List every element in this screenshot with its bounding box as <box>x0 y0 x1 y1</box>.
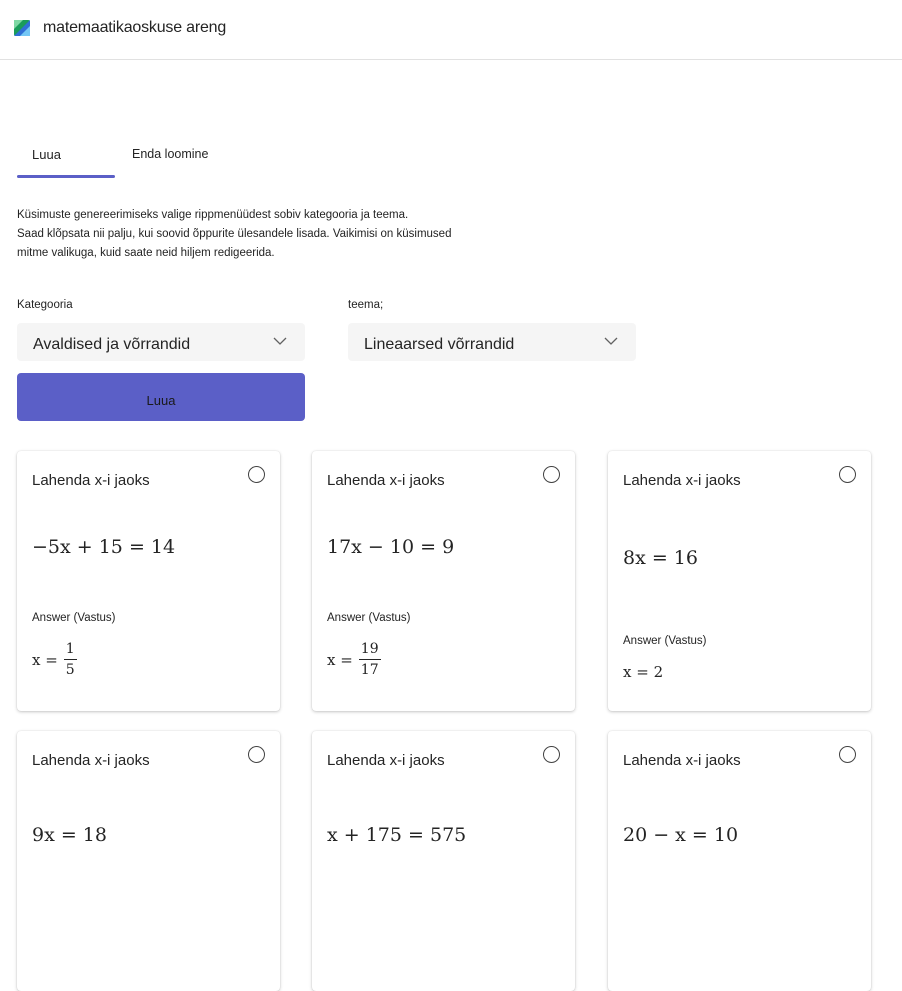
instructions-text <box>17 206 497 263</box>
question-title: Lahenda x-i jaoks <box>623 752 741 769</box>
question-card[interactable] <box>312 451 575 711</box>
question-card[interactable] <box>17 731 280 991</box>
question-card[interactable] <box>312 731 575 991</box>
chevron-down-icon <box>604 337 618 346</box>
tab-own-creation[interactable]: Enda loomine <box>132 147 209 161</box>
question-equation: 17x − 10 = 9 <box>327 536 455 558</box>
question-card[interactable] <box>608 451 871 711</box>
instructions-line-2: Saad klõpsata nii palju, kui soovid õppurite ülesandele lisada. Vaikimisi on küsimused <box>17 228 452 240</box>
create-button-label: Luua <box>146 392 176 408</box>
category-label: Kategooria <box>17 299 73 311</box>
question-title: Lahenda x-i jaoks <box>623 472 741 489</box>
question-title: Lahenda x-i jaoks <box>32 472 150 489</box>
question-equation: −5x + 15 = 14 <box>32 536 176 558</box>
question-title: Lahenda x-i jaoks <box>327 472 445 489</box>
answer-fraction <box>64 641 77 678</box>
answer-label: Answer (Vastus) <box>32 612 116 624</box>
active-tab-indicator <box>17 175 115 178</box>
answer-label: Answer (Vastus) <box>623 635 707 647</box>
topic-dropdown[interactable] <box>348 323 636 361</box>
select-radio[interactable] <box>543 746 560 763</box>
question-equation: x + 175 = 575 <box>327 824 467 846</box>
instructions-line-1: Küsimuste genereerimiseks valige rippmenüüdest sobiv kategooria ja teema. <box>17 209 409 221</box>
category-value: Avaldised ja võrrandid <box>33 336 191 353</box>
answer-value: x = 2 <box>623 663 664 681</box>
answer-value <box>327 641 381 678</box>
topic-value: Lineaarsed võrrandid <box>364 336 515 353</box>
fraction-denominator: 17 <box>360 662 379 678</box>
select-radio[interactable] <box>839 466 856 483</box>
answer-value <box>32 641 77 678</box>
question-equation: 8x = 16 <box>623 547 698 569</box>
select-radio[interactable] <box>248 466 265 483</box>
select-radio[interactable] <box>839 746 856 763</box>
fraction-numerator: 1 <box>65 641 75 657</box>
create-button[interactable] <box>17 373 305 421</box>
question-card[interactable] <box>17 451 280 711</box>
question-card[interactable] <box>608 731 871 991</box>
app-title: matemaatikaoskuse areng <box>43 19 227 36</box>
question-title: Lahenda x-i jaoks <box>32 752 150 769</box>
chevron-down-icon <box>273 337 287 346</box>
question-equation: 20 − x = 10 <box>623 824 739 846</box>
answer-lhs: x = <box>32 650 58 669</box>
app-header <box>0 0 902 60</box>
select-radio[interactable] <box>543 466 560 483</box>
question-equation: 9x = 18 <box>32 824 107 846</box>
app-logo-icon <box>14 20 30 36</box>
select-radio[interactable] <box>248 746 265 763</box>
fraction-denominator: 5 <box>65 662 75 678</box>
question-title: Lahenda x-i jaoks <box>327 752 445 769</box>
answer-lhs: x = <box>327 650 353 669</box>
fraction-numerator: 19 <box>360 641 379 657</box>
topic-label: teema; <box>348 299 384 311</box>
answer-fraction <box>359 641 381 678</box>
answer-label: Answer (Vastus) <box>327 612 411 624</box>
category-dropdown[interactable] <box>17 323 305 361</box>
instructions-line-3: mitme valikuga, kuid saate neid hiljem redigeerida. <box>17 247 275 259</box>
tab-create[interactable]: Luua <box>32 147 61 162</box>
